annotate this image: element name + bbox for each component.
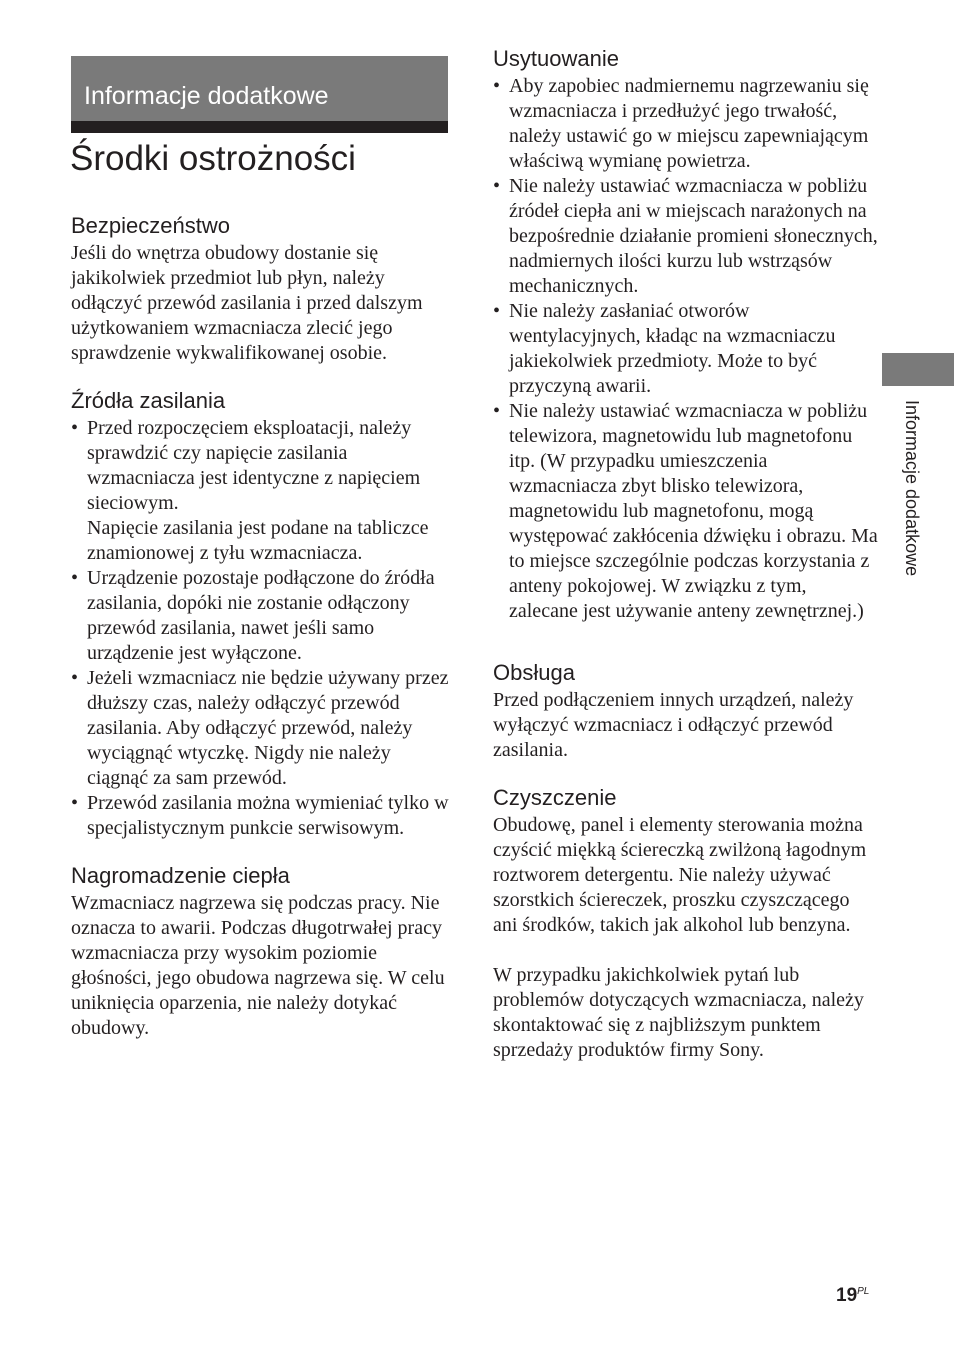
power-bullet-list: [71, 416, 456, 841]
list-item-text: Przewód zasilania można wymieniać tylko w specjalistycznym punkcie serwisowym.: [87, 792, 449, 839]
list-item-text: Nie należy ustawiać wzmacniacza w pobliżu telewizora, magnetowidu lub magnetofonu itp. (W przypadku umieszczenia wzmacniacza zbyt blisko telewizora, magnetowidu lub magnetofonu, mogą występować zakłócenia dźwięku i obrazu. Ma to miejsce szczególnie podczas korzystania z anteny pokojowej. W związku z tym, zalecane jest używanie anteny zewnętrznej.): [509, 400, 878, 622]
bullet-icon: •: [493, 75, 501, 97]
section-safety: [71, 211, 456, 366]
list-item: [493, 399, 878, 624]
right-column: [493, 44, 878, 1063]
safety-text: Jeśli do wnętrza obudowy dostanie się jakikolwiek przedmiot lub płyn, należy odłączyć przewód zasilania i przed dalszym użytkowaniem wzmacniacza zlecić jego sprawdzenie wykwalifikowanej osobie.: [71, 242, 423, 364]
power-heading: Źródła zasilania: [71, 388, 226, 413]
placement-heading: Usytuowanie: [493, 46, 619, 71]
page-number-value: 19: [836, 1285, 858, 1306]
section-header-bar: [71, 56, 448, 134]
section-heat-buildup: [71, 861, 456, 1041]
section-header-rule: [71, 121, 448, 133]
bullet-icon: •: [71, 567, 79, 589]
cleaning-text: Obudowę, panel i elementy sterowania można czyścić miękką ściereczką zwilżoną łagodnym roztworem detergentu. Nie należy używać szorstkich ściereczek, proszku czyszczącego ani środków, takich jak alkohol lub benzyna.: [493, 814, 867, 936]
side-tab-marker: [882, 353, 954, 386]
list-item: [71, 566, 456, 666]
page-number: [836, 1280, 869, 1308]
contact-text: W przypadku jakichkolwiek pytań lub problemów dotyczących wzmacniacza, należy skontaktować się z najbliższym punktem sprzedaży produktów firmy Sony.: [493, 964, 864, 1061]
section-placement: [493, 44, 878, 624]
list-item: [71, 416, 456, 566]
placement-bullet-list: [493, 74, 878, 624]
list-item-text: Jeżeli wzmacniacz nie będzie używany przez dłuższy czas, należy odłączyć przewód zasilania. Aby odłączyć przewód, należy wyciągnąć wtyczkę. Nigdy nie należy ciągnąć za sam przewód.: [87, 667, 449, 789]
heat-text: Wzmacniacz nagrzewa się podczas pracy. Nie oznacza to awarii. Podczas długotrwałej pracy wzmacniacza przy wysokim poziomie głośności, jego obudowa nagrzewa się. W celu uniknięcia oparzenia, nie należy dotykać obudowy.: [71, 892, 445, 1039]
left-column: [71, 211, 456, 1041]
section-header-label: Informacje dodatkowe: [84, 82, 329, 110]
list-item-text: Nie należy ustawiać wzmacniacza w pobliżu źródeł ciepła ani w miejscach narażonych na bezpośrednie działanie promieni słonecznych, nadmiernych ilości kurzu lub wstrząsów mechanicznych.: [509, 175, 878, 297]
list-item: [493, 299, 878, 399]
page-title: Środki ostrożności: [70, 139, 356, 178]
list-item: [71, 666, 456, 791]
side-tab-text: Informacje dodatkowe: [902, 400, 922, 577]
bullet-icon: •: [71, 667, 79, 689]
list-item: [493, 174, 878, 299]
side-tab-label: [902, 400, 922, 620]
section-operation: [493, 658, 878, 763]
list-item-text: Aby zapobiec nadmiernemu nagrzewaniu się wzmacniacza i przedłużyć jego trwałość, należy ustawić go w miejscu zapewniającym właściwą wymianę powietrza.: [509, 75, 869, 172]
bullet-icon: •: [71, 417, 79, 439]
list-item-text: Nie należy zasłaniać otworów wentylacyjnych, kładąc na wzmacniaczu jakiekolwiek przedmioty. Może to być przyczyną awarii.: [509, 300, 836, 397]
bullet-icon: •: [493, 400, 501, 422]
list-item: [71, 791, 456, 841]
cleaning-heading: Czyszczenie: [493, 785, 617, 810]
safety-heading: Bezpieczeństwo: [71, 213, 230, 238]
section-cleaning: [493, 783, 878, 1063]
bullet-icon: •: [493, 300, 501, 322]
heat-heading: Nagromadzenie ciepła: [71, 863, 290, 888]
section-power-sources: [71, 386, 456, 841]
operation-heading: Obsługa: [493, 660, 575, 685]
page-number-suffix: PL: [857, 1286, 870, 1297]
list-item-note: Napięcie zasilania jest podane na tabliczce znamionowej z tyłu wzmacniacza.: [87, 517, 429, 564]
bullet-icon: •: [493, 175, 501, 197]
list-item-text: Przed rozpoczęciem eksploatacji, należy sprawdzić czy napięcie zasilania wzmacniacza jest identyczne z napięciem sieciowym.: [87, 417, 421, 514]
list-item-text: Urządzenie pozostaje podłączone do źródła zasilania, dopóki nie zostanie odłączony przewód zasilania, nawet jeśli samo urządzenie jest wyłączone.: [87, 567, 435, 664]
bullet-icon: •: [71, 792, 79, 814]
list-item: [493, 74, 878, 174]
operation-text: Przed podłączeniem innych urządzeń, należy wyłączyć wzmacniacz i odłączyć przewód zasilania.: [493, 689, 854, 761]
